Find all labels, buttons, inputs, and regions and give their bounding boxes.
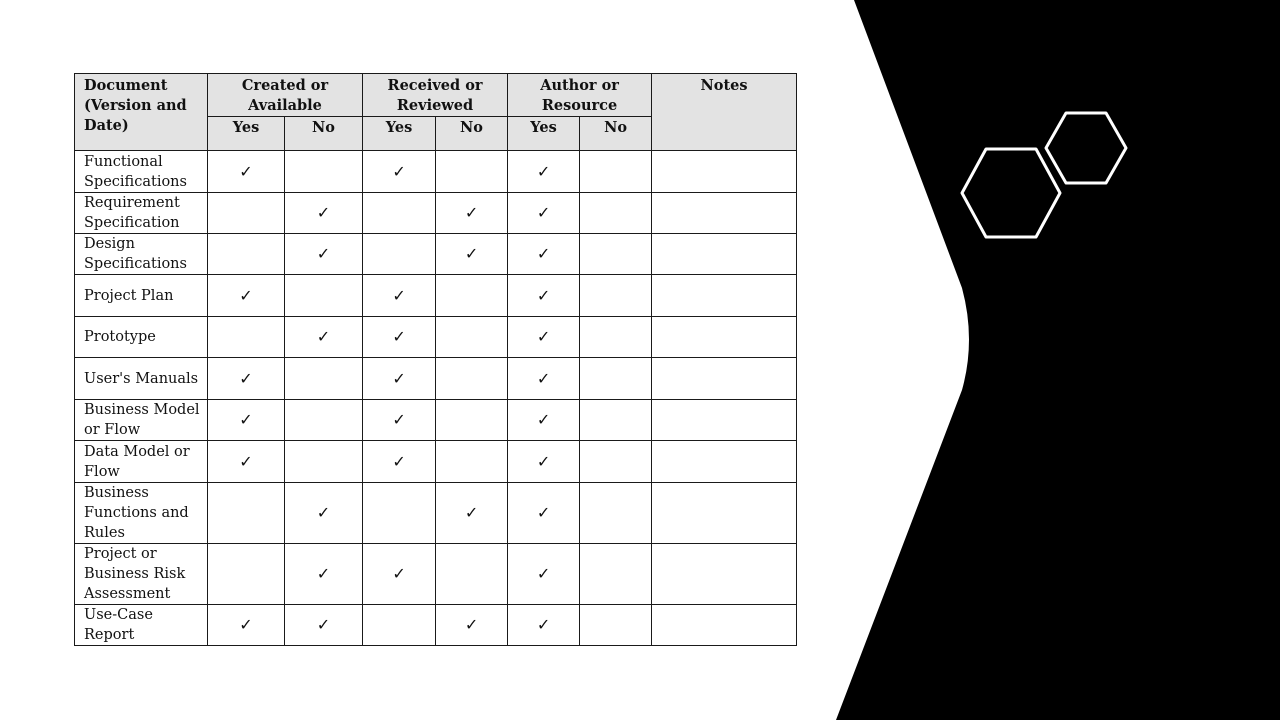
checkmark-icon: ✓	[436, 605, 508, 646]
checkmark-icon: ✓	[363, 400, 436, 441]
checkmark-icon: ✓	[508, 275, 580, 317]
notes-cell	[652, 234, 797, 275]
checkmark-icon: ✓	[285, 193, 363, 234]
empty-cell	[580, 151, 652, 193]
notes-cell	[652, 193, 797, 234]
checkmark-icon: ✓	[508, 358, 580, 400]
checkmark-icon: ✓	[285, 317, 363, 358]
document-checklist-table	[74, 73, 797, 646]
empty-cell	[580, 358, 652, 400]
checkmark-icon: ✓	[363, 275, 436, 317]
checkmark-icon: ✓	[208, 275, 285, 317]
notes-cell	[652, 358, 797, 400]
empty-cell	[285, 441, 363, 483]
empty-cell	[436, 317, 508, 358]
checkmark-icon: ✓	[363, 441, 436, 483]
empty-cell	[580, 234, 652, 275]
document-name-cell: Functional Specifications	[75, 151, 208, 193]
empty-cell	[436, 275, 508, 317]
checkmark-icon: ✓	[208, 151, 285, 193]
empty-cell	[436, 151, 508, 193]
document-name-cell: Data Model or Flow	[75, 441, 208, 483]
document-name-cell: Prototype	[75, 317, 208, 358]
notes-cell	[652, 400, 797, 441]
checkmark-icon: ✓	[285, 483, 363, 544]
checkmark-icon: ✓	[508, 483, 580, 544]
empty-cell	[580, 441, 652, 483]
checkmark-icon: ✓	[436, 483, 508, 544]
checkmark-icon: ✓	[363, 358, 436, 400]
empty-cell	[436, 358, 508, 400]
notes-cell	[652, 605, 797, 646]
table-row	[75, 483, 797, 544]
empty-cell	[580, 605, 652, 646]
table-row	[75, 275, 797, 317]
empty-cell	[436, 400, 508, 441]
table-row	[75, 151, 797, 193]
document-name-cell: Use-Case Report	[75, 605, 208, 646]
checkmark-icon: ✓	[208, 358, 285, 400]
notes-cell	[652, 483, 797, 544]
empty-cell	[436, 441, 508, 483]
checkmark-icon: ✓	[208, 400, 285, 441]
document-name-cell: Project or Business Risk Assessment	[75, 544, 208, 605]
empty-cell	[285, 151, 363, 193]
subheader-received-no: No	[436, 117, 508, 151]
subheader-created-no: No	[285, 117, 363, 151]
checkmark-icon: ✓	[508, 605, 580, 646]
subheader-received-yes: Yes	[363, 117, 436, 151]
empty-cell	[363, 193, 436, 234]
empty-cell	[580, 483, 652, 544]
table-row	[75, 234, 797, 275]
notes-cell	[652, 317, 797, 358]
header-notes: Notes	[652, 74, 797, 151]
table-row	[75, 400, 797, 441]
table-body	[75, 151, 797, 646]
document-name-cell: User's Manuals	[75, 358, 208, 400]
empty-cell	[436, 544, 508, 605]
empty-cell	[580, 275, 652, 317]
checkmark-icon: ✓	[508, 441, 580, 483]
checkmark-icon: ✓	[508, 544, 580, 605]
subheader-author-yes: Yes	[508, 117, 580, 151]
checkmark-icon: ✓	[363, 544, 436, 605]
checkmark-icon: ✓	[363, 317, 436, 358]
empty-cell	[580, 544, 652, 605]
empty-cell	[208, 317, 285, 358]
document-name-cell: Business Model or Flow	[75, 400, 208, 441]
checkmark-icon: ✓	[436, 193, 508, 234]
empty-cell	[208, 193, 285, 234]
table-row	[75, 193, 797, 234]
header-document: Document (Version and Date)	[75, 74, 208, 151]
empty-cell	[285, 400, 363, 441]
empty-cell	[208, 544, 285, 605]
header-received-or-reviewed: Received or Reviewed	[363, 74, 508, 117]
notes-cell	[652, 544, 797, 605]
checkmark-icon: ✓	[208, 605, 285, 646]
checkmark-icon: ✓	[508, 400, 580, 441]
table-row	[75, 317, 797, 358]
empty-cell	[363, 605, 436, 646]
notes-cell	[652, 275, 797, 317]
subheader-author-no: No	[580, 117, 652, 151]
empty-cell	[208, 234, 285, 275]
checkmark-icon: ✓	[208, 441, 285, 483]
checkmark-icon: ✓	[436, 234, 508, 275]
table-row	[75, 605, 797, 646]
checkmark-icon: ✓	[508, 317, 580, 358]
table-row	[75, 544, 797, 605]
empty-cell	[580, 193, 652, 234]
empty-cell	[285, 358, 363, 400]
checkmark-icon: ✓	[285, 544, 363, 605]
notes-cell	[652, 151, 797, 193]
empty-cell	[363, 234, 436, 275]
document-name-cell: Project Plan	[75, 275, 208, 317]
header-author-or-resource: Author or Resource	[508, 74, 652, 117]
checkmark-icon: ✓	[508, 193, 580, 234]
empty-cell	[580, 317, 652, 358]
document-name-cell: Design Specifications	[75, 234, 208, 275]
empty-cell	[363, 483, 436, 544]
empty-cell	[208, 483, 285, 544]
table-row	[75, 358, 797, 400]
checkmark-icon: ✓	[363, 151, 436, 193]
checkmark-icon: ✓	[285, 234, 363, 275]
header-created-or-available: Created or Available	[208, 74, 363, 117]
document-name-cell: Business Functions and Rules	[75, 483, 208, 544]
checkmark-icon: ✓	[508, 234, 580, 275]
empty-cell	[580, 400, 652, 441]
black-chevron-shape	[836, 0, 1280, 720]
document-name-cell: Requirement Specification	[75, 193, 208, 234]
notes-cell	[652, 441, 797, 483]
checkmark-icon: ✓	[508, 151, 580, 193]
empty-cell	[285, 275, 363, 317]
checkmark-icon: ✓	[285, 605, 363, 646]
subheader-created-yes: Yes	[208, 117, 285, 151]
table-row	[75, 441, 797, 483]
